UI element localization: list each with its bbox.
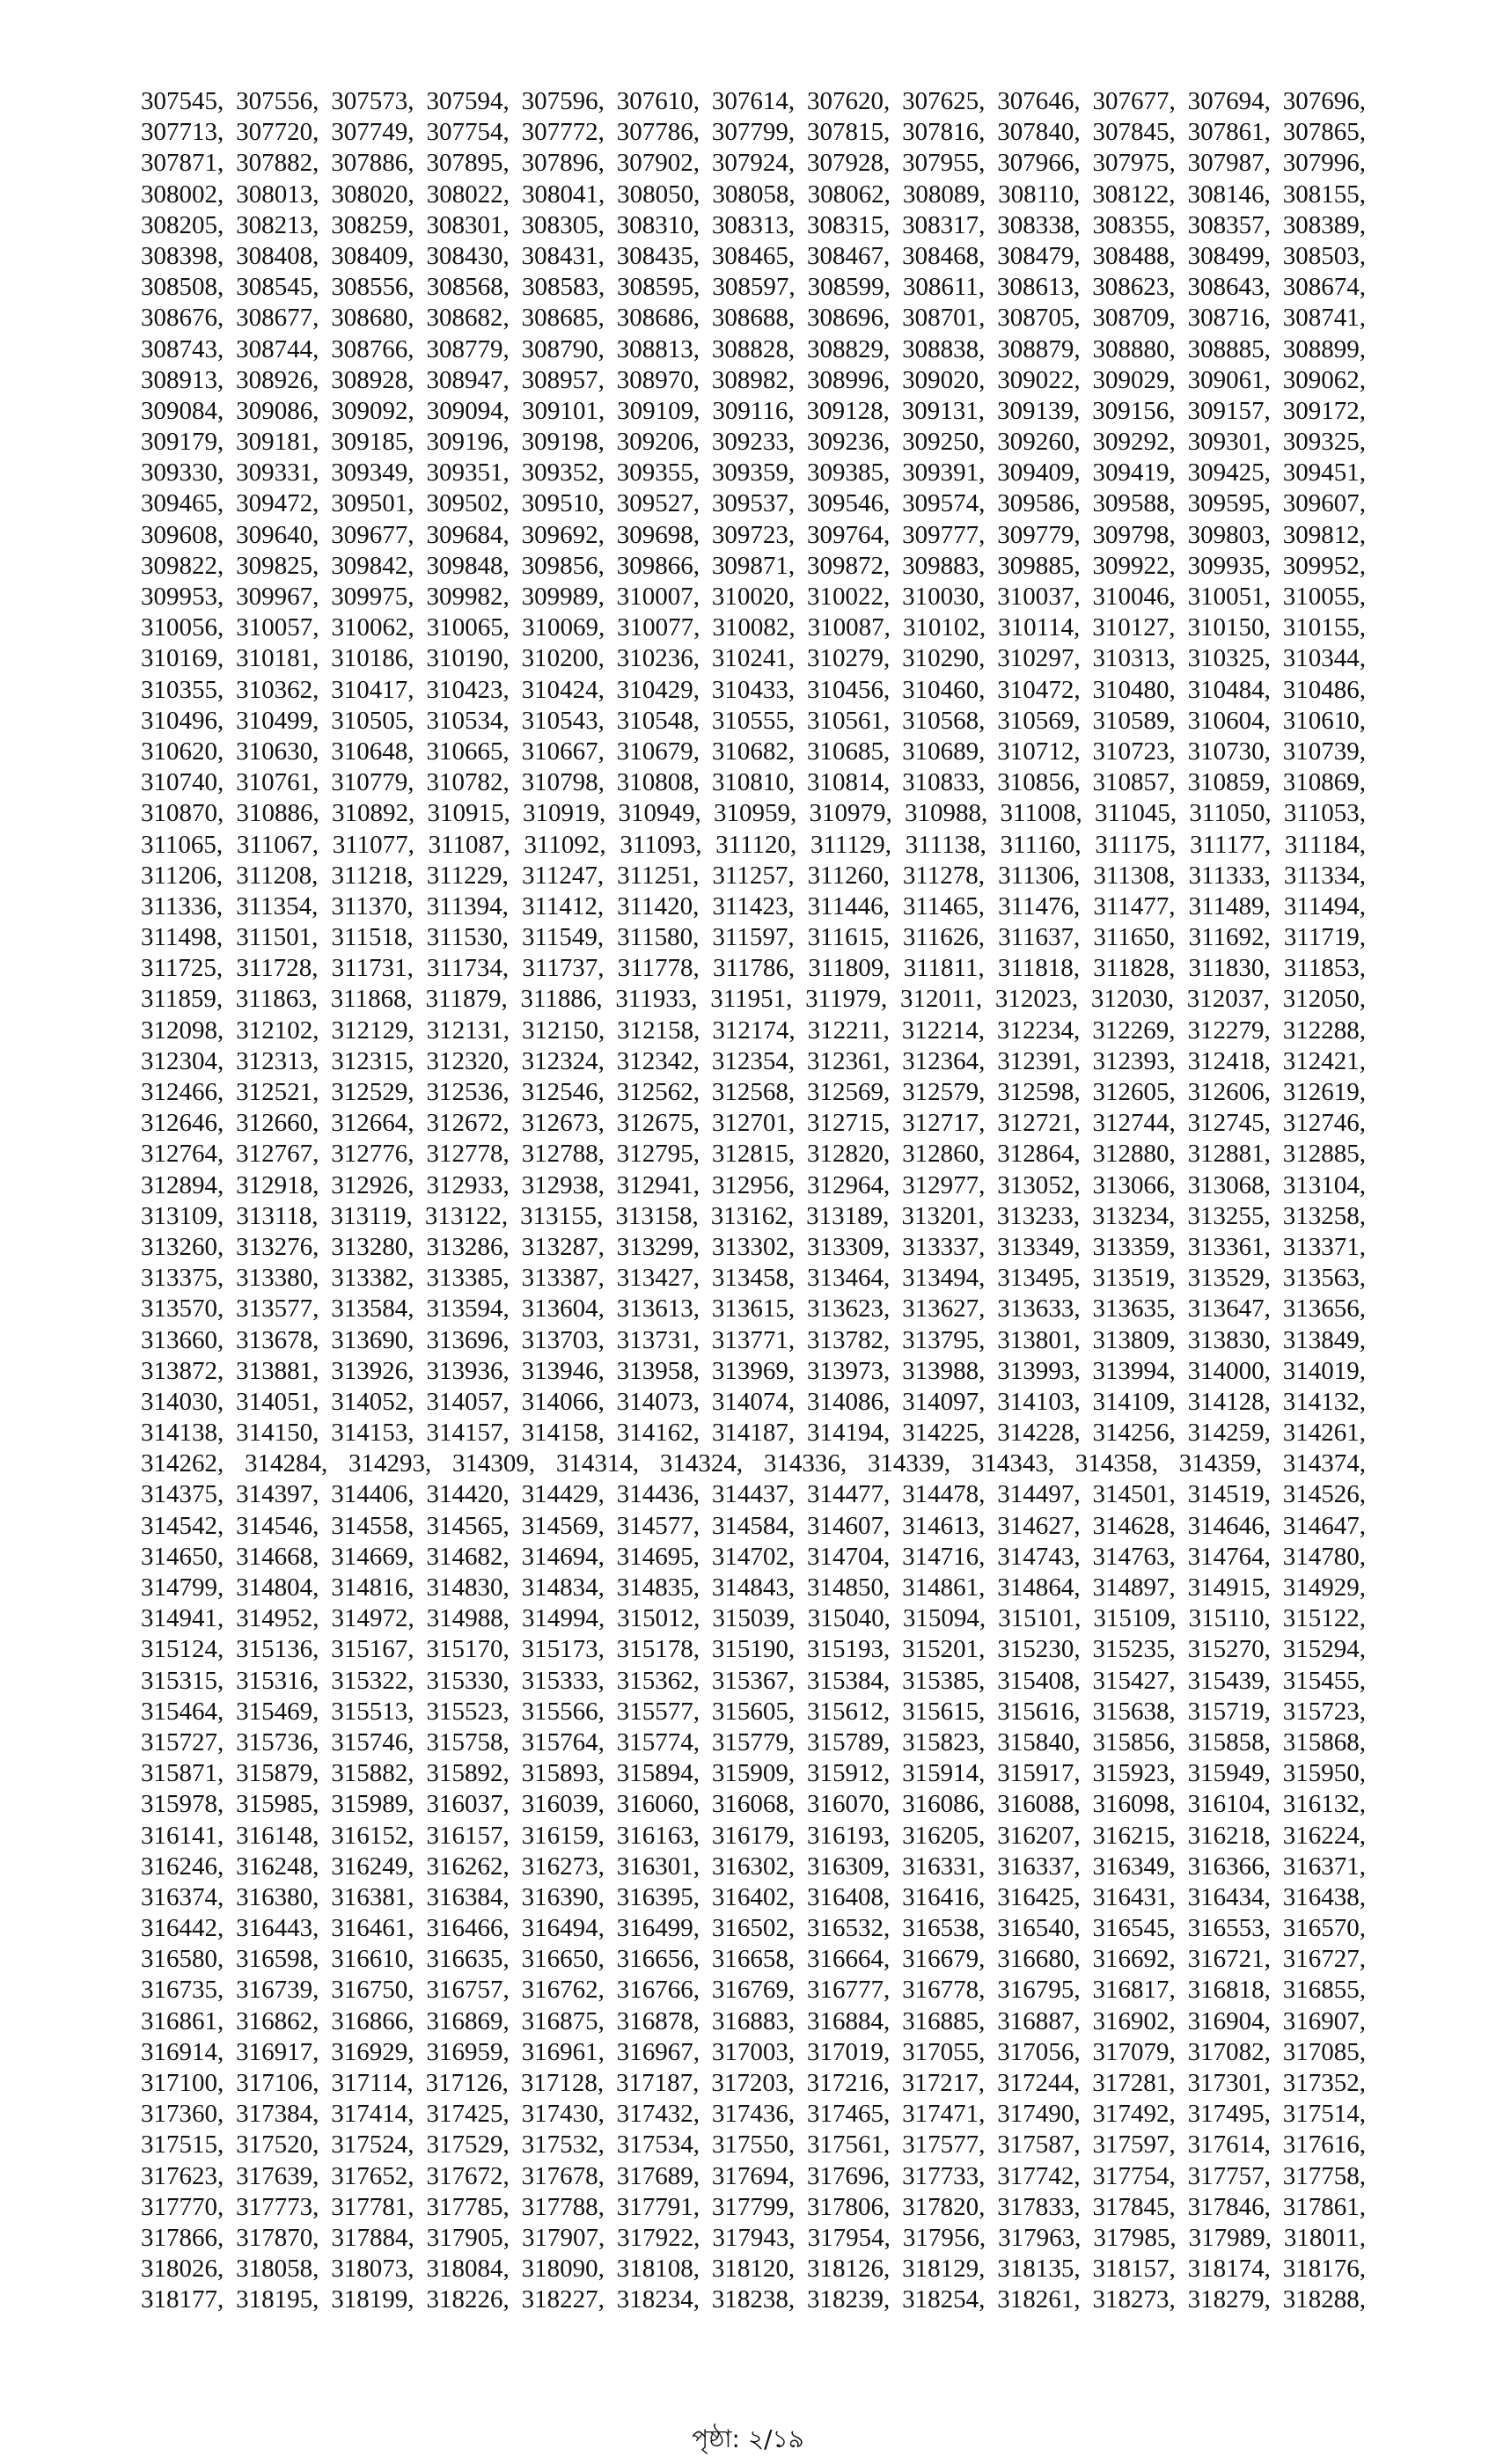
number-line: 318026, 318058, 318073, 318084, 318090, 318108, 318120, 318126, 318129, 318135, 318157, 318174, 318176, bbox=[141, 2255, 1366, 2284]
number-line: 307713, 307720, 307749, 307754, 307772, 307786, 307799, 307815, 307816, 307840, 307845, 307861, 307865, bbox=[141, 118, 1366, 147]
number-line: 310355, 310362, 310417, 310423, 310424, 310429, 310433, 310456, 310460, 310472, 310480, 310484, 310486, bbox=[141, 675, 1366, 704]
number-line: 308205, 308213, 308259, 308301, 308305, 308310, 308313, 308315, 308317, 308338, 308355, 308357, 308389, bbox=[141, 210, 1366, 239]
number-line: 314650, 314668, 314669, 314682, 314694, 314695, 314702, 314704, 314716, 314743, 314763, 314764, 314780, bbox=[141, 1542, 1366, 1571]
number-line: 315978, 315985, 315989, 316037, 316039, 316060, 316068, 316070, 316086, 316088, 316098, 316104, 316132, bbox=[141, 1790, 1366, 1819]
number-line: 310620, 310630, 310648, 310665, 310667, 310679, 310682, 310685, 310689, 310712, 310723, 310730, 310739, bbox=[141, 737, 1366, 766]
number-line: 310496, 310499, 310505, 310534, 310543, 310548, 310555, 310561, 310568, 310569, 310589, 310604, 310610, bbox=[141, 706, 1366, 735]
number-line: 310870, 310886, 310892, 310915, 310919, 310949, 310959, 310979, 310988, 311008, 311045, 311050, 311053, bbox=[141, 799, 1366, 828]
number-line: 308002, 308013, 308020, 308022, 308041, 308050, 308058, 308062, 308089, 308110, 308122, 308146, 308155, bbox=[141, 180, 1366, 209]
number-line: 310056, 310057, 310062, 310065, 310069, 310077, 310082, 310087, 310102, 310114, 310127, 310150, 310155, bbox=[141, 613, 1366, 642]
number-line: 316914, 316917, 316929, 316959, 316961, 316967, 317003, 317019, 317055, 317056, 317079, 317082, 317085, bbox=[141, 2037, 1366, 2066]
number-line: 317360, 317384, 317414, 317425, 317430, 317432, 317436, 317465, 317471, 317490, 317492, 317495, 317514, bbox=[141, 2100, 1366, 2129]
number-line: 308913, 308926, 308928, 308947, 308957, 308970, 308982, 308996, 309020, 309022, 309029, 309061, 309062, bbox=[141, 365, 1366, 394]
number-line: 313872, 313881, 313926, 313936, 313946, 313958, 313969, 313973, 313988, 313993, 313994, 314000, 314019, bbox=[141, 1356, 1366, 1385]
number-line: 311725, 311728, 311731, 311734, 311737, 311778, 311786, 311809, 311811, 311818, 311828, 311830, 311853, bbox=[141, 954, 1366, 983]
number-line: 317100, 317106, 317114, 317126, 317128, 317187, 317203, 317216, 317217, 317244, 317281, 317301, 317352, bbox=[141, 2069, 1366, 2097]
number-line: 316580, 316598, 316610, 316635, 316650, 316656, 316658, 316664, 316679, 316680, 316692, 316721, 316727, bbox=[141, 1945, 1366, 1974]
number-line: 313660, 313678, 313690, 313696, 313703, 313731, 313771, 313782, 313795, 313801, 313809, 313830, 313849, bbox=[141, 1325, 1366, 1354]
number-line: 313260, 313276, 313280, 313286, 313287, 313299, 313302, 313309, 313337, 313349, 313359, 313361, 313371, bbox=[141, 1232, 1366, 1261]
roll-number-list bbox=[141, 86, 1366, 2316]
number-line: 315315, 315316, 315322, 315330, 315333, 315362, 315367, 315384, 315385, 315408, 315427, 315439, 315455, bbox=[141, 1666, 1366, 1695]
number-line: 307871, 307882, 307886, 307895, 307896, 307902, 307924, 307928, 307955, 307966, 307975, 307987, 307996, bbox=[141, 149, 1366, 178]
number-line: 316861, 316862, 316866, 316869, 316875, 316878, 316883, 316884, 316885, 316887, 316902, 316904, 316907, bbox=[141, 2006, 1366, 2035]
number-line: 308508, 308545, 308556, 308568, 308583, 308595, 308597, 308599, 308611, 308613, 308623, 308643, 308674, bbox=[141, 273, 1366, 302]
number-line: 310740, 310761, 310779, 310782, 310798, 310808, 310810, 310814, 310833, 310856, 310857, 310859, 310869, bbox=[141, 768, 1366, 797]
number-line: 312764, 312767, 312776, 312778, 312788, 312795, 312815, 312820, 312860, 312864, 312880, 312881, 312885, bbox=[141, 1140, 1366, 1169]
number-line: 314030, 314051, 314052, 314057, 314066, 314073, 314074, 314086, 314097, 314103, 314109, 314128, 314132, bbox=[141, 1387, 1366, 1416]
number-line: 317770, 317773, 317781, 317785, 317788, 317791, 317799, 317806, 317820, 317833, 317845, 317846, 317861, bbox=[141, 2192, 1366, 2221]
number-line: 316735, 316739, 316750, 316757, 316762, 316766, 316769, 316777, 316778, 316795, 316817, 316818, 316855, bbox=[141, 1976, 1366, 2005]
number-line: 314799, 314804, 314816, 314830, 314834, 314835, 314843, 314850, 314861, 314864, 314897, 314915, 314929, bbox=[141, 1573, 1366, 1602]
number-line: 317515, 317520, 317524, 317529, 317532, 317534, 317550, 317561, 317577, 317587, 317597, 317614, 317616, bbox=[141, 2130, 1366, 2160]
number-line: 314941, 314952, 314972, 314988, 314994, 315012, 315039, 315040, 315094, 315101, 315109, 315110, 315122, bbox=[141, 1604, 1366, 1633]
page-number: পৃষ্ঠা: ২/১৯ bbox=[692, 2424, 804, 2453]
number-line: 311206, 311208, 311218, 311229, 311247, 311251, 311257, 311260, 311278, 311306, 311308, 311333, 311334, bbox=[141, 861, 1366, 890]
number-line: 313109, 313118, 313119, 313122, 313155, 313158, 313162, 313189, 313201, 313233, 313234, 313255, 313258, bbox=[141, 1201, 1366, 1230]
number-line: 314375, 314397, 314406, 314420, 314429, 314436, 314437, 314477, 314478, 314497, 314501, 314519, 314526, bbox=[141, 1480, 1366, 1509]
number-line: 316374, 316380, 316381, 316384, 316390, 316395, 316402, 316408, 316416, 316425, 316431, 316434, 316438, bbox=[141, 1882, 1366, 1911]
number-line: 311859, 311863, 311868, 311879, 311886, 311933, 311951, 311979, 312011, 312023, 312030, 312037, 312050, bbox=[141, 985, 1366, 1014]
number-line: 317866, 317870, 317884, 317905, 317907, 317922, 317943, 317954, 317956, 317963, 317985, 317989, 318011, bbox=[141, 2223, 1366, 2252]
number-line: 312466, 312521, 312529, 312536, 312546, 312562, 312568, 312569, 312579, 312598, 312605, 312606, 312619, bbox=[141, 1078, 1366, 1106]
number-line: 311065, 311067, 311077, 311087, 311092, 311093, 311120, 311129, 311138, 311160, 311175, 311177, 311184, bbox=[141, 830, 1366, 859]
number-line: 313375, 313380, 313382, 313385, 313387, 313427, 313458, 313464, 313494, 313495, 313519, 313529, 313563, bbox=[141, 1264, 1366, 1293]
number-line: 309179, 309181, 309185, 309196, 309198, 309206, 309233, 309236, 309250, 309260, 309292, 309301, 309325, bbox=[141, 428, 1366, 457]
number-line: 311336, 311354, 311370, 311394, 311412, 311420, 311423, 311446, 311465, 311476, 311477, 311489, 311494, bbox=[141, 891, 1366, 920]
number-line: 315124, 315136, 315167, 315170, 315173, 315178, 315190, 315193, 315201, 315230, 315235, 315270, 315294, bbox=[141, 1635, 1366, 1664]
number-line: 309822, 309825, 309842, 309848, 309856, 309866, 309871, 309872, 309883, 309885, 309922, 309935, 309952, bbox=[141, 551, 1366, 580]
number-line: 312646, 312660, 312664, 312672, 312673, 312675, 312701, 312715, 312717, 312721, 312744, 312745, 312746, bbox=[141, 1109, 1366, 1138]
number-line: 315871, 315879, 315882, 315892, 315893, 315894, 315909, 315912, 315914, 315917, 315923, 315949, 315950, bbox=[141, 1759, 1366, 1788]
number-line: 311498, 311501, 311518, 311530, 311549, 311580, 311597, 311615, 311626, 311637, 311650, 311692, 311719, bbox=[141, 923, 1366, 952]
number-line: 312894, 312918, 312926, 312933, 312938, 312941, 312956, 312964, 312977, 313052, 313066, 313068, 313104, bbox=[141, 1170, 1366, 1199]
number-line: 309953, 309967, 309975, 309982, 309989, 310007, 310020, 310022, 310030, 310037, 310046, 310051, 310055, bbox=[141, 583, 1366, 611]
number-line: 308676, 308677, 308680, 308682, 308685, 308686, 308688, 308696, 308701, 308705, 308709, 308716, 308741, bbox=[141, 304, 1366, 333]
number-line: 317623, 317639, 317652, 317672, 317678, 317689, 317694, 317696, 317733, 317742, 317754, 317757, 317758, bbox=[141, 2161, 1366, 2190]
number-line: 315464, 315469, 315513, 315523, 315566, 315577, 315605, 315612, 315615, 315616, 315638, 315719, 315723, bbox=[141, 1697, 1366, 1726]
number-line: 316246, 316248, 316249, 316262, 316273, 316301, 316302, 316309, 316331, 316337, 316349, 316366, 316371, bbox=[141, 1852, 1366, 1881]
number-line: 314138, 314150, 314153, 314157, 314158, 314162, 314187, 314194, 314225, 314228, 314256, 314259, 314261, bbox=[141, 1419, 1366, 1448]
number-line: 310169, 310181, 310186, 310190, 310200, 310236, 310241, 310279, 310290, 310297, 310313, 310325, 310344, bbox=[141, 644, 1366, 673]
number-line: 309330, 309331, 309349, 309351, 309352, 309355, 309359, 309385, 309391, 309409, 309419, 309425, 309451, bbox=[141, 458, 1366, 488]
number-line: 314262, 314284, 314293, 314309, 314314, 314324, 314336, 314339, 314343, 314358, 314359, 314374, bbox=[141, 1449, 1366, 1478]
number-line: 308398, 308408, 308409, 308430, 308431, 308435, 308465, 308467, 308468, 308479, 308488, 308499, 308503, bbox=[141, 241, 1366, 270]
number-line: 312304, 312313, 312315, 312320, 312324, 312342, 312354, 312361, 312364, 312391, 312393, 312418, 312421, bbox=[141, 1046, 1366, 1075]
number-line: 312098, 312102, 312129, 312131, 312150, 312158, 312174, 312211, 312214, 312234, 312269, 312279, 312288, bbox=[141, 1016, 1366, 1045]
number-line: 318177, 318195, 318199, 318226, 318227, 318234, 318238, 318239, 318254, 318261, 318273, 318279, 318288, bbox=[141, 2285, 1366, 2314]
number-line: 309608, 309640, 309677, 309684, 309692, 309698, 309723, 309764, 309777, 309779, 309798, 309803, 309812, bbox=[141, 520, 1366, 549]
number-line: 309465, 309472, 309501, 309502, 309510, 309527, 309537, 309546, 309574, 309586, 309588, 309595, 309607, bbox=[141, 489, 1366, 518]
number-line: 314542, 314546, 314558, 314565, 314569, 314577, 314584, 314607, 314613, 314627, 314628, 314646, 314647, bbox=[141, 1511, 1366, 1540]
number-line: 308743, 308744, 308766, 308779, 308790, 308813, 308828, 308829, 308838, 308879, 308880, 308885, 308899, bbox=[141, 334, 1366, 363]
number-line: 309084, 309086, 309092, 309094, 309101, 309109, 309116, 309128, 309131, 309139, 309156, 309157, 309172, bbox=[141, 396, 1366, 425]
number-line: 313570, 313577, 313584, 313594, 313604, 313613, 313615, 313623, 313627, 313633, 313635, 313647, 313656, bbox=[141, 1294, 1366, 1324]
number-line: 316141, 316148, 316152, 316157, 316159, 316163, 316179, 316193, 316205, 316207, 316215, 316218, 316224, bbox=[141, 1821, 1366, 1850]
number-line: 316442, 316443, 316461, 316466, 316494, 316499, 316502, 316532, 316538, 316540, 316545, 316553, 316570, bbox=[141, 1914, 1366, 1943]
number-line: 315727, 315736, 315746, 315758, 315764, 315774, 315779, 315789, 315823, 315840, 315856, 315858, 315868, bbox=[141, 1727, 1366, 1756]
number-line: 307545, 307556, 307573, 307594, 307596, 307610, 307614, 307620, 307625, 307646, 307677, 307694, 307696, bbox=[141, 87, 1366, 115]
